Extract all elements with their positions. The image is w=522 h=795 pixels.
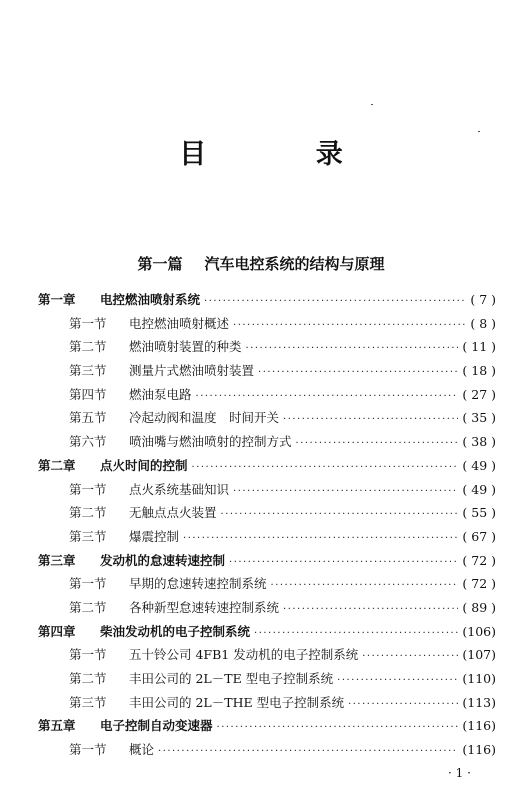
toc-entry-page: ( 67 ) xyxy=(462,528,496,544)
dot-leader xyxy=(204,296,466,307)
dot-leader xyxy=(337,675,458,686)
toc-entry-number: 第六节 xyxy=(69,434,107,450)
toc-entry-title: 柴油发动机的电子控制系统 xyxy=(100,623,251,639)
toc-entry-page: ( 72 ) xyxy=(462,552,496,568)
scan-speck xyxy=(478,131,480,132)
toc-entry-title: 早期的怠速转速控制系统 xyxy=(129,576,267,592)
toc-entry-page: (116) xyxy=(462,718,496,734)
toc-chapter-entry xyxy=(38,622,496,646)
toc-entry-title: 爆震控制 xyxy=(129,528,180,544)
dot-leader xyxy=(271,580,459,591)
toc-section-entry xyxy=(38,503,496,527)
toc-entry-page: (116) xyxy=(462,742,496,758)
dot-leader xyxy=(258,367,458,378)
toc-entry-page: ( 89 ) xyxy=(462,599,496,615)
page-number: · 1 · xyxy=(448,766,471,780)
toc-entry-title: 无触点点火装置 xyxy=(129,505,217,521)
toc-entry-page: ( 49 ) xyxy=(462,457,496,473)
toc-entry-number: 第二节 xyxy=(69,599,107,615)
toc-entry-number: 第二节 xyxy=(69,671,107,686)
toc-chapter-entry xyxy=(38,716,496,740)
toc-entry-title: 各种新型怠速转速控制系统 xyxy=(129,599,280,615)
dot-leader xyxy=(158,746,458,757)
toc-entry-title: 喷油嘴与燃油喷射的控制方式 xyxy=(129,434,292,450)
scan-speck xyxy=(371,104,373,105)
toc-entry-page: ( 11 ) xyxy=(462,339,496,355)
dot-leader xyxy=(246,343,459,354)
dot-leader xyxy=(221,509,459,520)
toc-section-entry xyxy=(38,361,496,385)
toc-entry-title: 电控燃油喷射概述 xyxy=(129,315,230,331)
toc-entry-number: 第一节 xyxy=(69,647,107,663)
toc-section-entry xyxy=(38,574,496,598)
toc-entry-number: 第三节 xyxy=(69,363,107,379)
toc-entry-number: 第三章 xyxy=(38,552,76,568)
toc-entry-title: 发动机的怠速转速控制 xyxy=(100,552,226,568)
toc-section-entry xyxy=(38,385,496,409)
table-of-contents xyxy=(38,290,496,764)
toc-entry-page: ( 35 ) xyxy=(462,410,496,426)
toc-entry-page: ( 55 ) xyxy=(462,505,496,521)
toc-entry-page: (106) xyxy=(462,623,496,639)
toc-section-entry xyxy=(38,408,496,432)
toc-entry-number: 第二节 xyxy=(69,339,107,355)
toc-section-entry xyxy=(38,740,496,764)
part-name: 汽车电控系统的结构与原理 xyxy=(204,255,385,273)
toc-entry-number: 第一节 xyxy=(69,481,107,497)
dot-leader xyxy=(229,557,458,568)
dot-leader xyxy=(183,533,458,544)
dot-leader xyxy=(233,320,466,331)
toc-section-entry xyxy=(38,527,496,551)
toc-section-entry xyxy=(38,480,496,504)
toc-entry-page: (113) xyxy=(462,694,496,710)
toc-entry-number: 第一节 xyxy=(69,742,107,758)
dot-leader xyxy=(348,699,458,710)
toc-section-entry xyxy=(38,693,496,717)
toc-entry-number: 第一节 xyxy=(69,576,107,592)
toc-entry-title: 点火系统基础知识 xyxy=(129,481,230,497)
toc-entry-title: 电控燃油喷射系统 xyxy=(100,292,201,307)
toc-section-entry xyxy=(38,645,496,669)
toc-entry-page: ( 7 ) xyxy=(470,292,496,307)
toc-chapter-entry xyxy=(38,290,496,314)
toc-entry-title: 冷起动阀和温度 时间开关 xyxy=(129,410,280,426)
toc-entry-page: ( 38 ) xyxy=(462,434,496,450)
toc-entry-page: ( 27 ) xyxy=(462,386,496,402)
toc-entry-number: 第四章 xyxy=(38,623,76,639)
toc-entry-page: ( 18 ) xyxy=(462,363,496,379)
dot-leader xyxy=(283,604,458,615)
dot-leader xyxy=(296,438,459,449)
toc-entry-title: 五十铃公司 4FB1 发动机的电子控制系统 xyxy=(129,647,359,663)
toc-chapter-entry xyxy=(38,456,496,480)
toc-entry-number: 第一章 xyxy=(38,292,76,307)
toc-entry-number: 第三节 xyxy=(69,694,107,710)
toc-entry-title: 丰田公司的 2L－THE 型电子控制系统 xyxy=(129,694,345,710)
toc-section-entry xyxy=(38,598,496,622)
toc-entry-page: ( 8 ) xyxy=(470,315,496,331)
toc-entry-number: 第一节 xyxy=(69,315,107,331)
toc-entry-title: 点火时间的控制 xyxy=(100,457,188,473)
toc-entry-title: 电子控制自动变速器 xyxy=(100,718,213,734)
toc-entry-title: 丰田公司的 2L－TE 型电子控制系统 xyxy=(129,671,334,686)
toc-entry-number: 第二节 xyxy=(69,505,107,521)
toc-section-entry xyxy=(38,314,496,338)
toc-entry-page: (107) xyxy=(462,647,496,663)
dot-leader xyxy=(233,486,458,497)
page-title: 目 录 xyxy=(179,139,393,170)
toc-entry-title: 燃油泵电路 xyxy=(129,386,192,402)
toc-entry-title: 测量片式燃油喷射装置 xyxy=(129,363,255,379)
dot-leader xyxy=(192,462,459,473)
dot-leader xyxy=(283,414,458,425)
toc-entry-number: 第三节 xyxy=(69,528,107,544)
toc-entry-number: 第五章 xyxy=(38,718,76,734)
toc-entry-number: 第四节 xyxy=(69,386,107,402)
toc-entry-page: ( 72 ) xyxy=(462,576,496,592)
dot-leader xyxy=(254,628,458,639)
toc-section-entry xyxy=(38,432,496,456)
part-number: 第一篇 xyxy=(137,255,183,273)
toc-entry-page: (110) xyxy=(462,671,496,686)
toc-entry-title: 概论 xyxy=(129,742,155,758)
toc-section-entry xyxy=(38,669,496,693)
toc-section-entry xyxy=(38,337,496,361)
part-title xyxy=(0,253,522,274)
toc-entry-number: 第五节 xyxy=(69,410,107,426)
toc-entry-title: 燃油喷射装置的种类 xyxy=(129,339,242,355)
dot-leader xyxy=(362,651,458,662)
toc-entry-page: ( 49 ) xyxy=(462,481,496,497)
dot-leader xyxy=(217,722,459,733)
toc-entry-number: 第二章 xyxy=(38,457,76,473)
toc-chapter-entry xyxy=(38,551,496,575)
dot-leader xyxy=(196,391,459,402)
